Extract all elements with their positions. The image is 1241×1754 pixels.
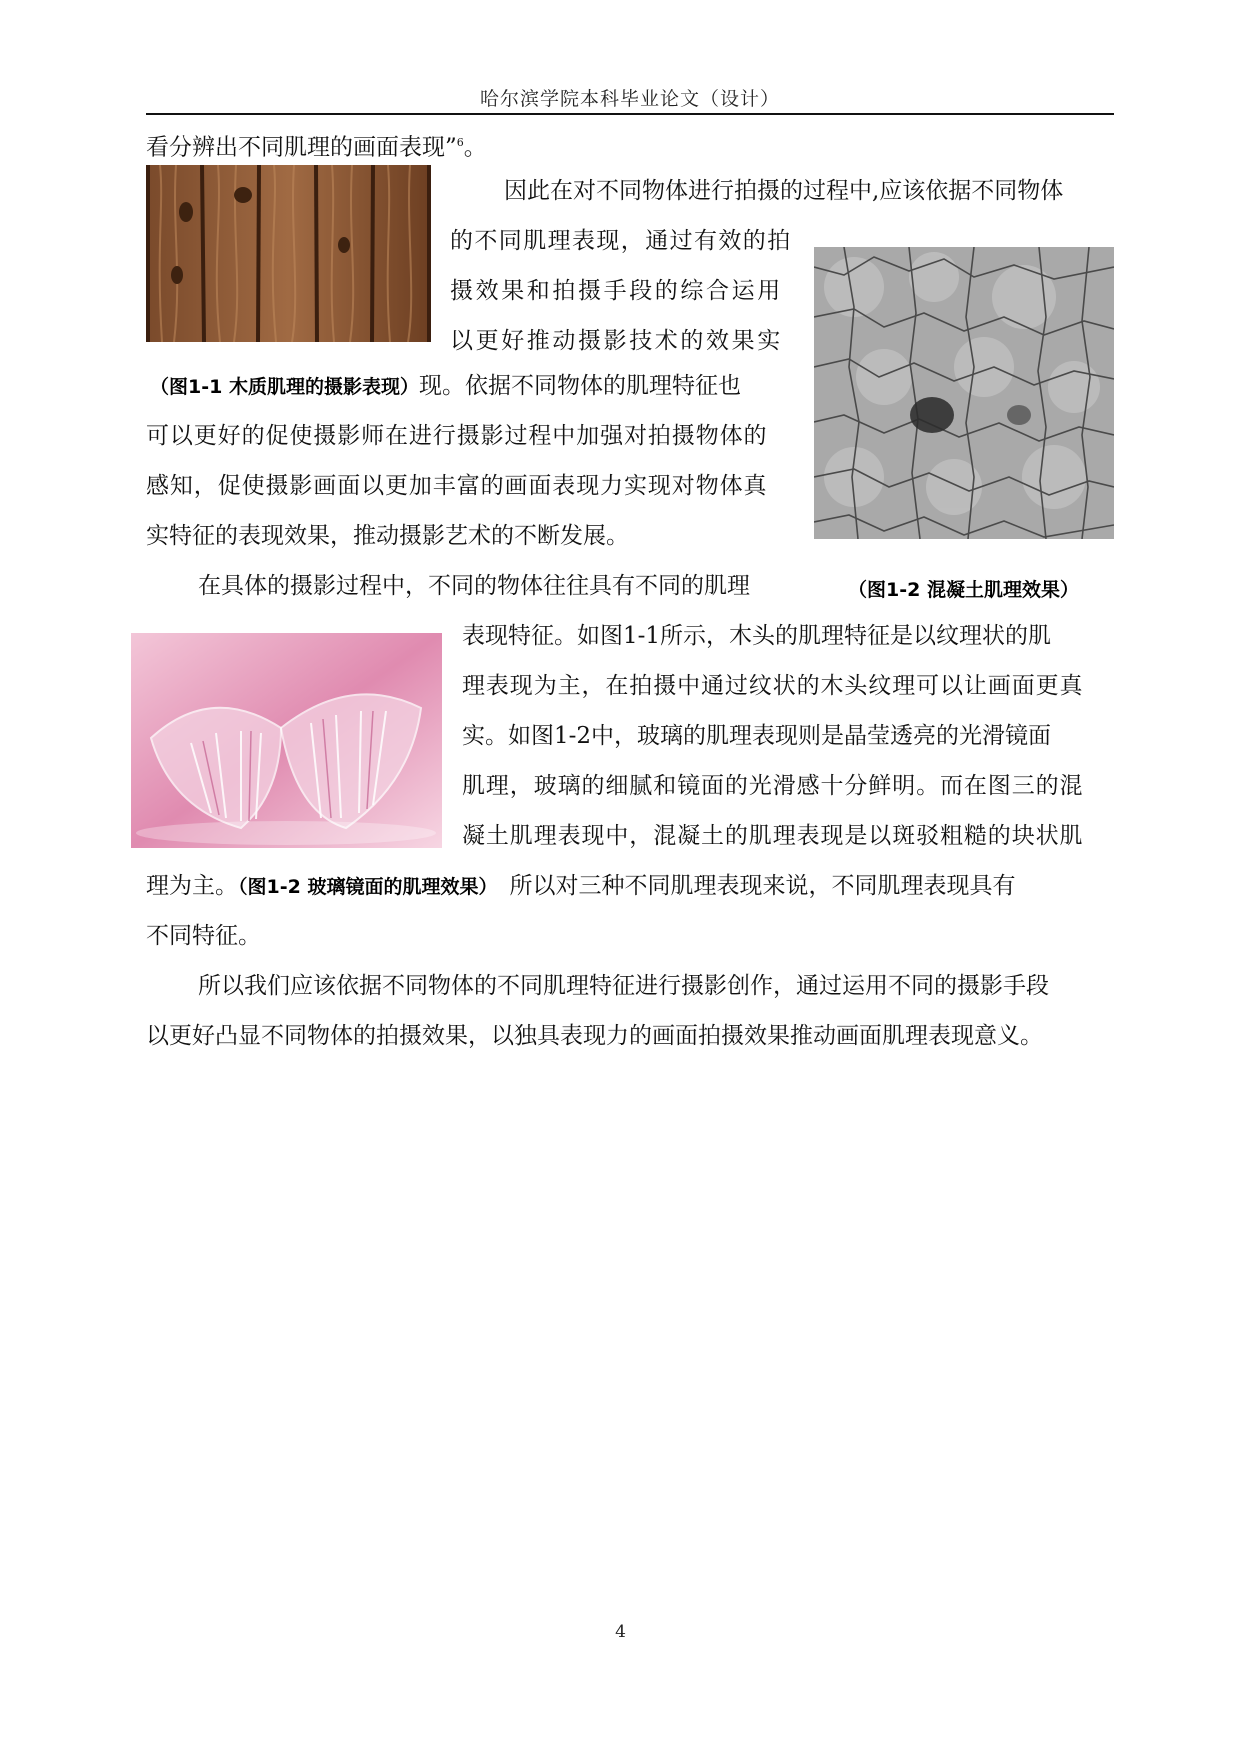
text-run: 。 bbox=[463, 134, 487, 161]
paragraph-line: 肌理，玻璃的细腻和镜面的光滑感十分鲜明。而在图三的混 bbox=[462, 773, 1084, 799]
figure-caption: （图1-2 玻璃镜面的肌理效果） bbox=[238, 876, 498, 898]
text-run: 所以对三种不同肌理表现来说，不同肌理表现具有 bbox=[509, 873, 1016, 899]
paragraph-line bbox=[462, 721, 1114, 751]
text-run: 表现特征。如图1-1所示，木头的肌理特征是以纹理状的肌 bbox=[462, 623, 1052, 649]
footnote-ref: 6 bbox=[456, 136, 464, 149]
paragraph-line: 摄效果和拍摄手段的综合运用 bbox=[450, 278, 783, 304]
paragraph-line: 以更好凸显不同物体的拍摄效果，以独具表现力的画面拍摄效果推动画面肌理表现意义。 bbox=[146, 1023, 1043, 1049]
paragraph-line bbox=[504, 176, 1114, 206]
paragraph-line bbox=[146, 128, 487, 163]
text-run: 理为主。 bbox=[146, 873, 238, 899]
paragraph-line bbox=[150, 371, 741, 402]
paragraph-line: 的不同肌理表现，通过有效的拍 bbox=[450, 228, 792, 254]
paragraph-line: 不同特征。 bbox=[146, 923, 261, 949]
figure-caption: （图1-1 木质肌理的摄影表现） bbox=[150, 376, 419, 398]
paragraph-line: 实特征的表现效果，推动摄影艺术的不断发展。 bbox=[146, 523, 629, 549]
wood-texture-photo bbox=[146, 165, 431, 342]
paragraph-line: 可以更好的促使摄影师在进行摄影过程中加强对拍摄物体的 bbox=[146, 423, 768, 449]
glass-bowl-photo bbox=[131, 633, 442, 848]
paragraph-line: 理表现为主，在拍摄中通过纹状的木头纹理可以让画面更真 bbox=[462, 673, 1084, 699]
paragraph-line: 凝土肌理表现中，混凝土的肌理表现是以斑驳粗糙的块状肌 bbox=[462, 823, 1084, 849]
paragraph-line bbox=[462, 621, 1114, 651]
paragraph-line: 在具体的摄影过程中，不同的物体往往具有不同的肌理 bbox=[198, 573, 750, 599]
page-number: 4 bbox=[615, 1622, 626, 1642]
paragraph-line: 感知，促使摄影画面以更加丰富的画面表现力实现对物体真 bbox=[146, 473, 768, 499]
figure-caption: （图1-2 混凝土肌理效果） bbox=[848, 579, 1079, 601]
text-run: 看分辨出不同肌理的画面表现” bbox=[146, 134, 457, 161]
concrete-texture-photo bbox=[814, 247, 1114, 539]
text-run: 实。如图1-2中，玻璃的肌理表现则是晶莹透亮的光滑镜面 bbox=[462, 723, 1052, 749]
text-run: 因此在对不同物体进行拍摄的过程中,应该依据不同物体 bbox=[504, 178, 1064, 204]
paragraph-line bbox=[146, 871, 1015, 902]
text-run: 现。依据不同物体的肌理特征也 bbox=[418, 373, 741, 399]
running-header: 哈尔滨学院本科毕业论文（设计） bbox=[479, 88, 780, 110]
header-rule bbox=[146, 113, 1114, 115]
paragraph-line: 所以我们应该依据不同物体的不同肌理特征进行摄影创作，通过运用不同的摄影手段 bbox=[198, 973, 1049, 999]
paragraph-line: 以更好推动摄影技术的效果实 bbox=[450, 328, 783, 354]
